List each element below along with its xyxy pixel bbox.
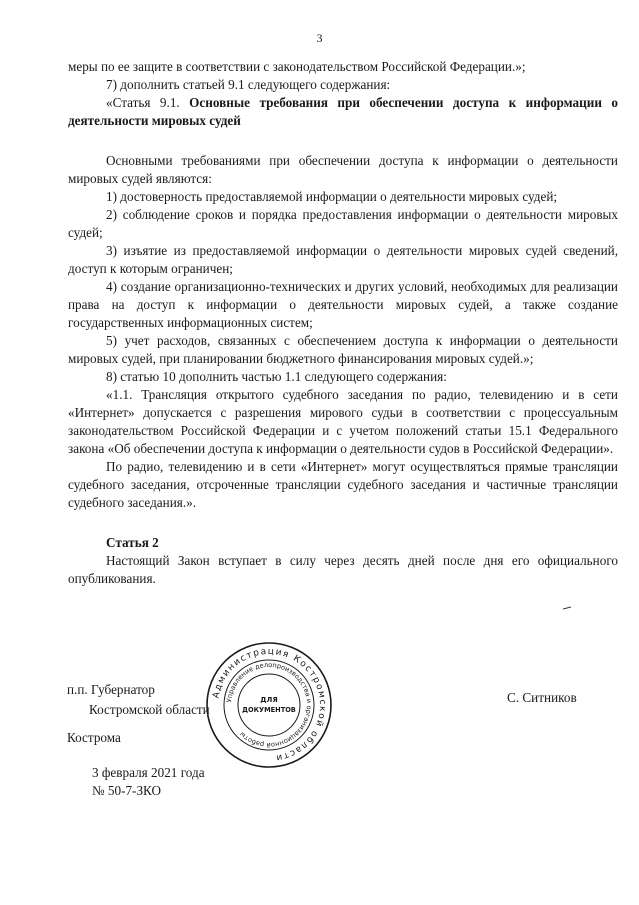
stamp-inner-text: Управление делопроизводства и организационной работы	[225, 660, 314, 750]
date-block	[92, 764, 205, 800]
list-item: 3) изъятие из предоставляемой информации о деятельности мировых судей сведений, доступ к которым ограничен;	[68, 243, 618, 276]
paragraph: По радио, телевидению и в сети «Интернет» могут осуществляться прямые трансляции судебного заседания, отсроченные трансляции судебного заседания и частичные трансляции судебного заседания.».	[68, 459, 618, 510]
stamp-center-line1: ДЛЯ	[260, 696, 278, 704]
document-number: № 50-7-ЗКО	[92, 783, 162, 798]
article-9-1-heading	[68, 94, 618, 130]
list-item: 2) соблюдение сроков и порядка предоставления информации о деятельности мировых судей;	[68, 207, 618, 240]
signing-date: 3 февраля 2021 года	[92, 765, 205, 780]
paragraph: Настоящий Закон вступает в силу через десять дней после дня его официального опубликования.	[68, 553, 618, 586]
signatory-title	[67, 680, 210, 720]
article-number: «Статья 9.1.	[106, 95, 190, 110]
article-title: Основные требования при обеспечении доступа к информации о деятельности мировых судей	[68, 95, 618, 128]
page-number: 3	[316, 31, 323, 45]
paragraph: 7) дополнить статьей 9.1 следующего содержания:	[106, 77, 391, 92]
signatory-title-line1: п.п. Губернатор	[67, 682, 155, 697]
stamp-center-line2: ДОКУМЕНТОВ	[242, 706, 296, 714]
list-item: 5) учет расходов, связанных с обеспечением доступа к информации о деятельности мировых судей, при планировании бюджетного финансирования мировых судей.»;	[68, 333, 618, 366]
paragraph: 8) статью 10 дополнить частью 1.1 следующего содержания:	[106, 369, 447, 384]
official-stamp	[204, 640, 334, 770]
paragraph: «1.1. Трансляция открытого судебного заседания по радио, телевидению и в сети «Интернет» допускается с разрешения мирового судьи в соответствии с процессуальным законодательством Российской Федерации и с учетом положений статьи 15.1 Федерального закона «Об обеспечении доступа к информации о деятельности судов в Российской Федерации».	[68, 387, 618, 456]
signatory-title-line2: Костромской области	[89, 702, 210, 717]
list-item: 1) достоверность предоставляемой информации о деятельности мировых судей;	[106, 189, 558, 204]
document-body	[68, 58, 618, 588]
paragraph: меры по ее защите в соответствии с законодательством Российской Федерации.»;	[68, 59, 526, 74]
signatory-name: С. Ситников	[507, 690, 577, 705]
stamp-outer-text: Администрация Костромской области	[211, 646, 328, 763]
list-item: 4) создание организационно-технических и других условий, необходимых для реализации права на доступ к информации о деятельности мировых судей, а также создание государственных информационных систем;	[68, 279, 618, 330]
place-of-signing: Кострома	[67, 730, 121, 745]
article-2-heading: Статья 2	[106, 535, 159, 550]
pen-mark	[563, 606, 571, 610]
paragraph: Основными требованиями при обеспечении доступа к информации о деятельности мировых судей являются:	[68, 153, 618, 186]
